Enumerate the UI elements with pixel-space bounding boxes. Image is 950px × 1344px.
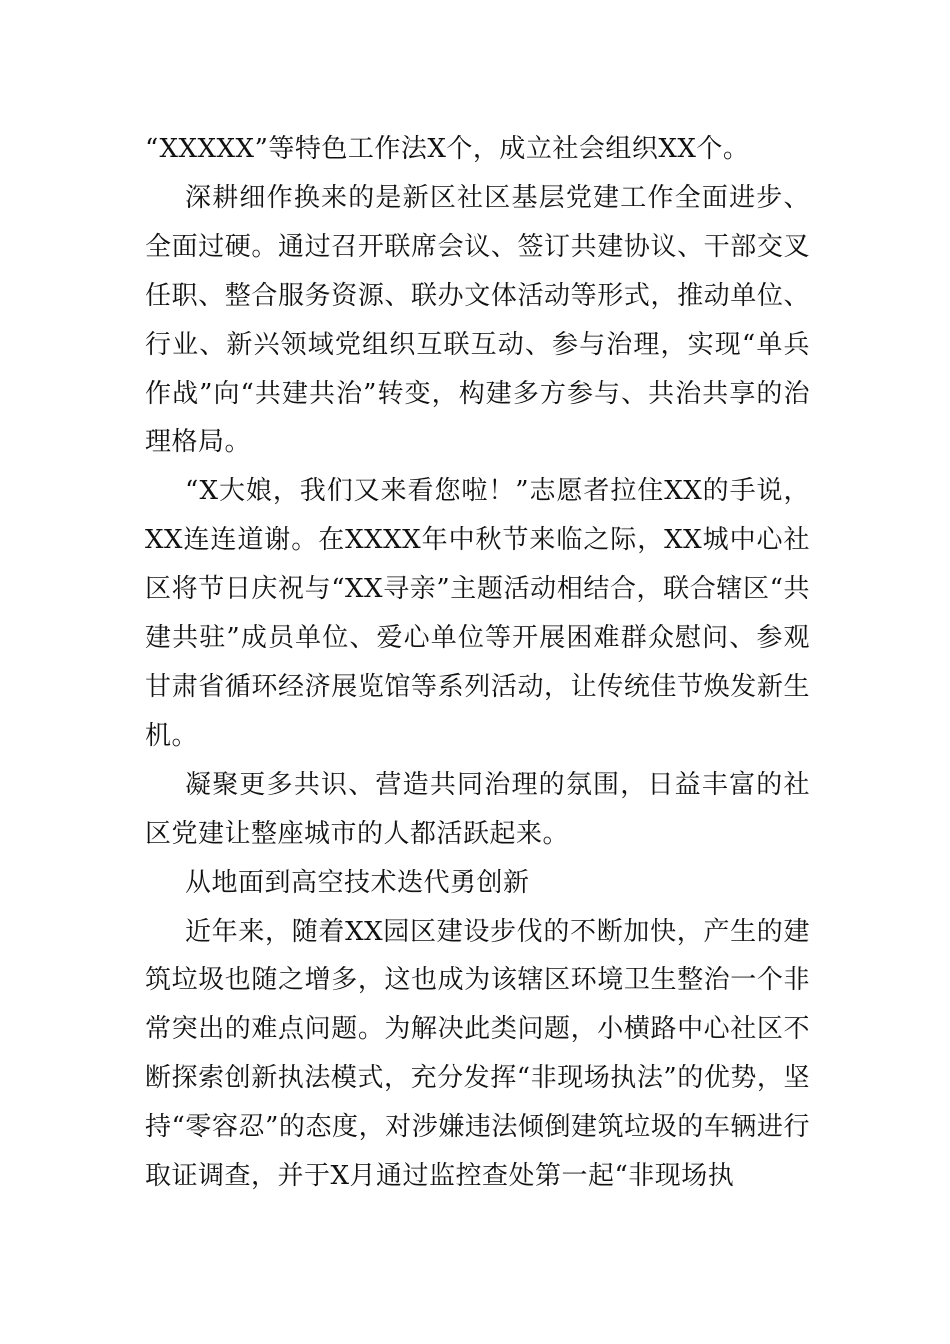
paragraph-construction-waste: 近年来，随着XX园区建设步伐的不断加快，产生的建筑垃圾也随之增多，这也成为该辖区环境卫生整治一个非常突出的难点问题。为解决此类问题，小横路中心社区不断探索创新执法模式，充分发挥“非现场执法”的优势，坚持“零容忍”的态度，对涉嫌违法倾倒建筑垃圾的车辆进行取证调查，并于X月通过监控查处第一起“非现场执: [145, 916, 810, 1192]
paragraph-community-party-building: 深耕细作换来的是新区社区基层党建工作全面进步、全面过硬。通过召开联席会议、签订共建协议、干部交叉任职、整合服务资源、联办文体活动等形式，推动单位、行业、新兴领域党组织互联互动、参与治理，实现“单兵作战”向“共建共治”转变，构建多方参与、共治共享的治理格局。: [145, 182, 810, 458]
document-body: [145, 125, 810, 1201]
paragraph-consensus: 凝聚更多共识、营造共同治理的氛围，日益丰富的社区党建让整座城市的人都活跃起来。: [145, 769, 810, 849]
paragraph-mid-autumn-visit: “X大娘，我们又来看您啦！”志愿者拉住XX的手说，XX连连道谢。在XXXX年中秋节来临之际，XX城中心社区将节日庆祝与“XX寻亲”主题活动相结合，联合辖区“共建共驻”成员单位、爱心单位等开展困难群众慰问、参观甘肃省循环经济展览馆等系列活动，让传统佳节焕发新生机。: [145, 476, 810, 751]
section-heading: 从地面到高空技术迭代勇创新: [185, 867, 530, 898]
paragraph-continuation: “XXXXX”等特色工作法X个，成立社会组织XX个。: [145, 134, 750, 164]
